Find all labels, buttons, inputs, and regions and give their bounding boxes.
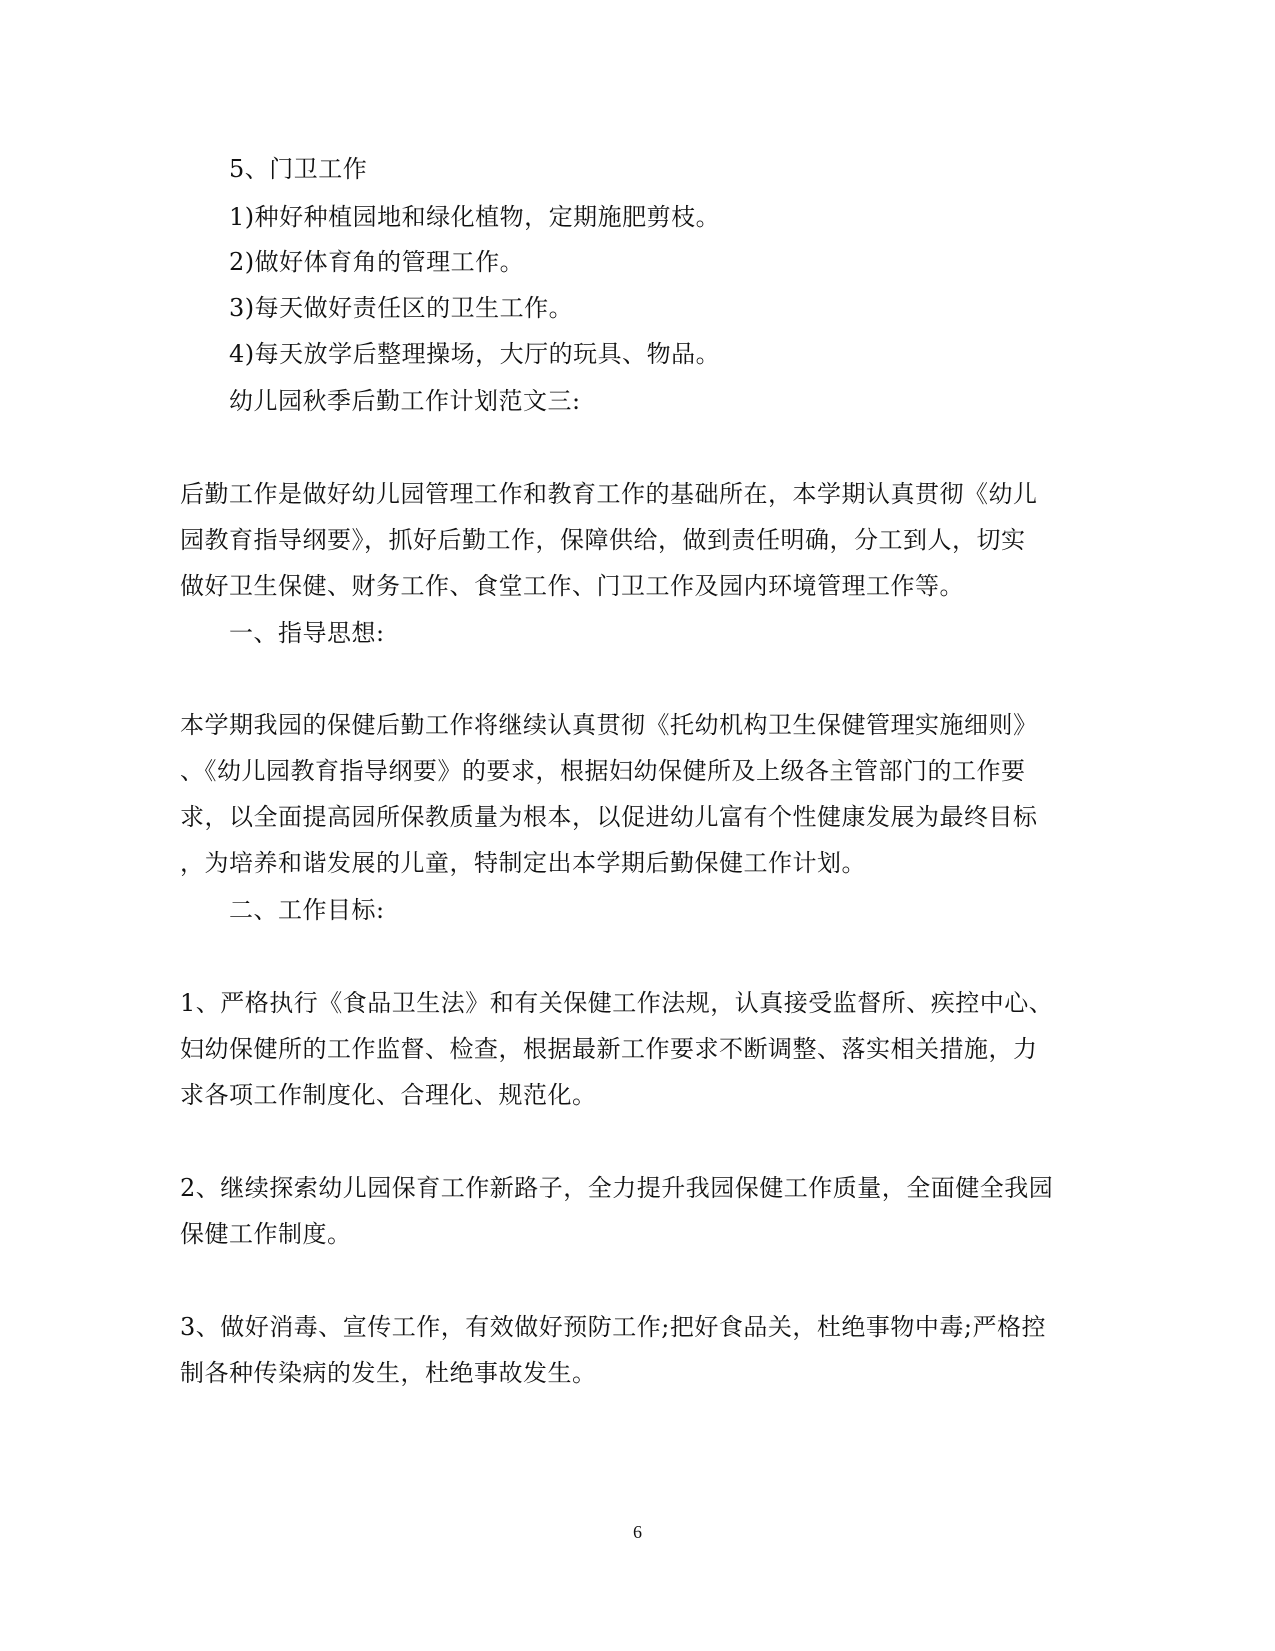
text-line: 制各种传染病的发生，杜绝事故发生。 <box>180 1359 597 1387</box>
text-line: 2、继续探索幼儿园保育工作新路子，全力提升我园保健工作质量，全面健全我园 <box>180 1174 1054 1202</box>
section-heading: 二、工作目标: <box>229 896 385 924</box>
text-line: 、《幼儿园教育指导纲要》的要求，根据妇幼保健所及上级各主管部门的工作要 <box>180 757 1026 785</box>
text-line: 求各项工作制度化、合理化、规范化。 <box>180 1081 597 1109</box>
section-title: 幼儿园秋季后勤工作计划范文三: <box>229 387 581 415</box>
text-line: 1、严格执行《食品卫生法》和有关保健工作法规，认真接受监督所、疾控中心、 <box>180 989 1054 1017</box>
text-line: 妇幼保健所的工作监督、检查，根据最新工作要求不断调整、落实相关措施，力 <box>180 1035 1038 1063</box>
text-line: 2)做好体育角的管理工作。 <box>229 248 525 276</box>
text-line: 4)每天放学后整理操场，大厅的玩具、物品。 <box>229 340 721 368</box>
text-line: 3、做好消毒、宣传工作，有效做好预防工作;把好食品关，杜绝事物中毒;严格控 <box>180 1313 1046 1341</box>
section-heading: 一、指导思想: <box>229 619 385 647</box>
text-line: 1)种好种植园地和绿化植物，定期施肥剪枝。 <box>229 203 721 231</box>
text-line: 做好卫生保健、财务工作、食堂工作、门卫工作及园内环境管理工作等。 <box>180 572 964 600</box>
text-line: 本学期我园的保健后勤工作将继续认真贯彻《托幼机构卫生保健管理实施细则》 <box>180 711 1038 739</box>
text-line: ，为培养和谐发展的儿童，特制定出本学期后勤保健工作计划。 <box>180 849 866 877</box>
text-line: 3)每天做好责任区的卫生工作。 <box>229 294 574 322</box>
text-line: 保健工作制度。 <box>180 1220 352 1248</box>
text-line: 求，以全面提高园所保教质量为根本，以促进幼儿富有个性健康发展为最终目标 <box>180 803 1038 831</box>
page-number: 6 <box>633 1522 642 1542</box>
text-line: 5、门卫工作 <box>229 155 368 183</box>
text-line: 后勤工作是做好幼儿园管理工作和教育工作的基础所在，本学期认真贯彻《幼儿 <box>180 480 1038 508</box>
text-line: 园教育指导纲要》，抓好后勤工作，保障供给，做到责任明确，分工到人，切实 <box>180 526 1026 554</box>
